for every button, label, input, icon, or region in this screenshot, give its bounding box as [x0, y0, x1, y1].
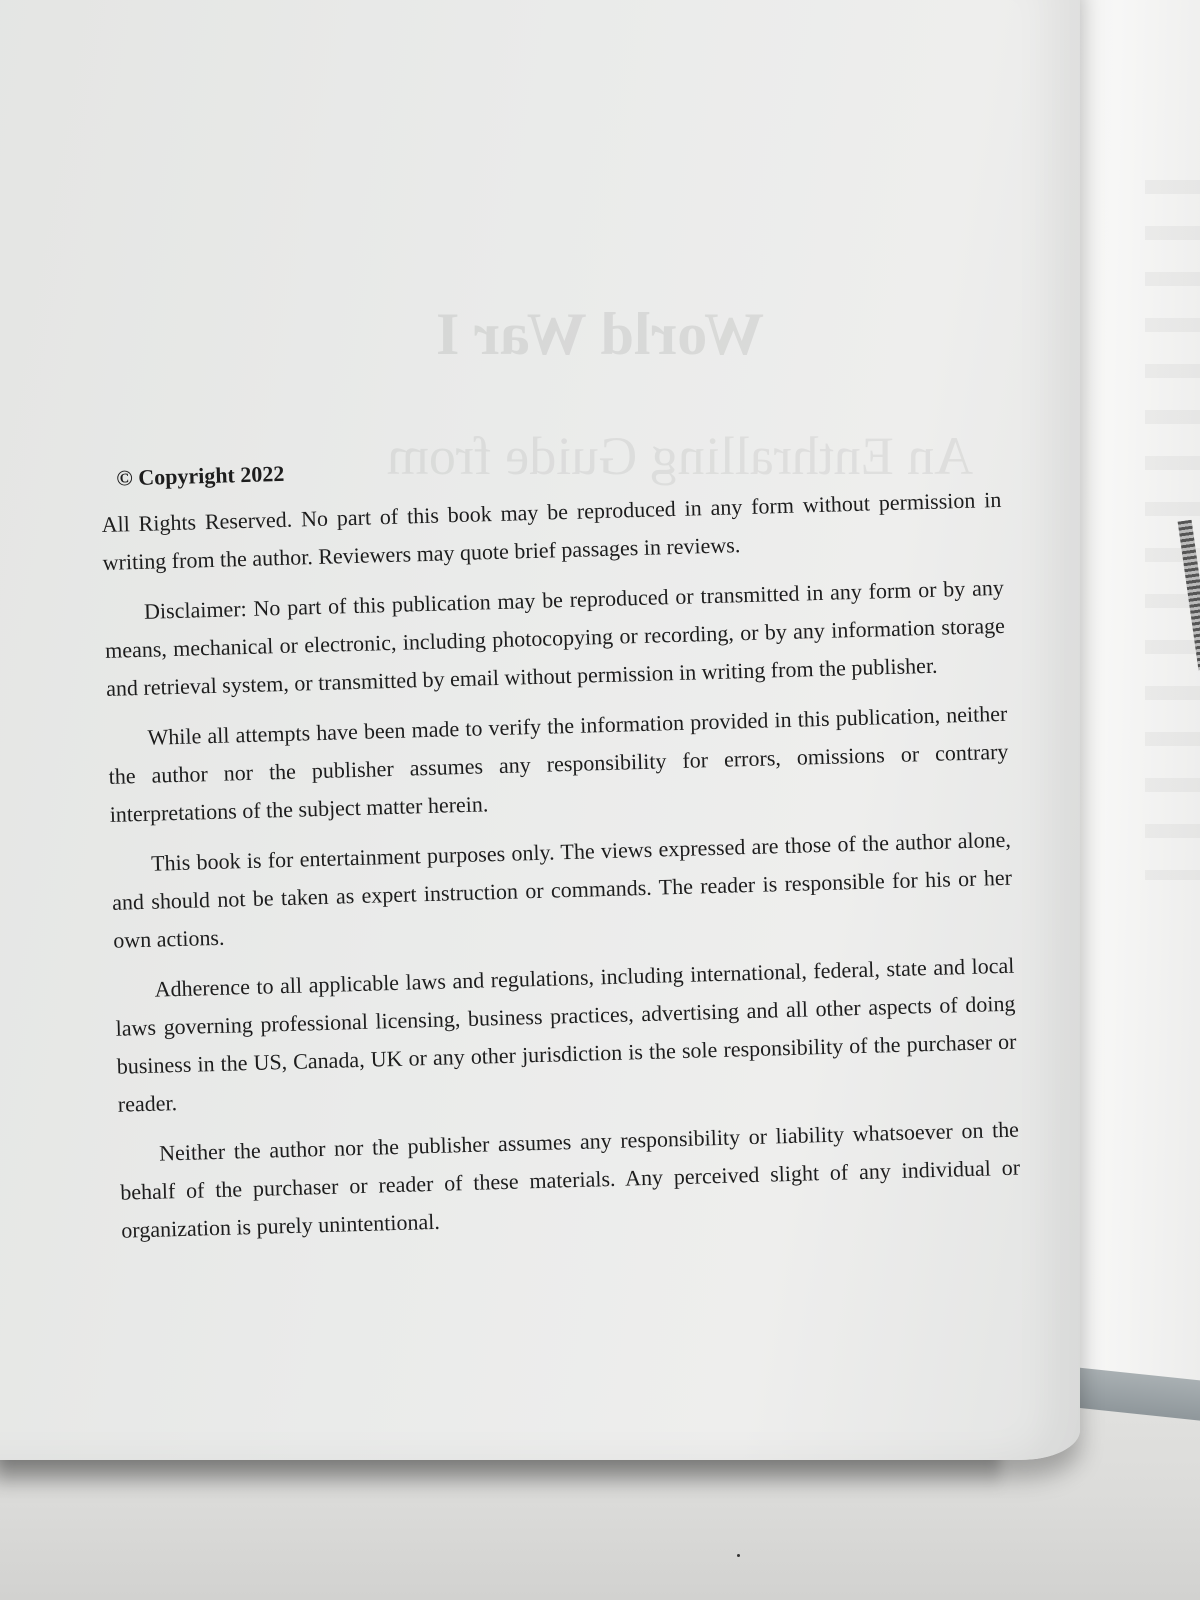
- legal-compliance-paragraph: Adherence to all applicable laws and regulations, including international, federal, state and local laws governing professional licensing, business practices, advertising and all other aspects of doing business in the US, Canada, UK or any other jurisdiction is the sole responsibility of the purchaser or reader.: [115, 952, 1017, 1117]
- accuracy-paragraph: While all attempts have been made to verify the information provided in this publication, neither the author nor the publisher assumes any responsibility for errors, omissions or contrary interpretations of the subject matter herein.: [108, 700, 1009, 827]
- entertainment-paragraph: This book is for entertainment purposes only. The views expressed are those of the author alone, and should not be taken as expert instruction or commands. The reader is responsible for his or her own actions.: [111, 826, 1013, 953]
- liability-paragraph: Neither the author nor the publisher assumes any responsibility or liability whatsoever on the behalf of the purchaser or reader of these materials. Any perceived slight of any individual or organization is purely unintentional.: [119, 1116, 1021, 1243]
- dust-speck: [737, 1554, 740, 1557]
- copyright-notice: [100, 441, 1022, 1262]
- show-through-title: World War I: [436, 301, 764, 367]
- copyright-heading: © Copyright 2022: [115, 460, 285, 491]
- disclaimer-paragraph: Disclaimer: No part of this publication may be reproduced or transmitted in any form or by any means, mechanical or electronic, including photocopying or recording, or by any information storage and retrieval system, or transmitted by email without permission in writing from the publisher.: [104, 574, 1006, 701]
- rights-paragraph: All Rights Reserved. No part of this book may be reproduced in any form without permission in writing from the author. Reviewers may quote brief passages in reviews.: [101, 486, 1002, 575]
- show-through-subtitle: An Enthralling Guide from: [386, 426, 974, 486]
